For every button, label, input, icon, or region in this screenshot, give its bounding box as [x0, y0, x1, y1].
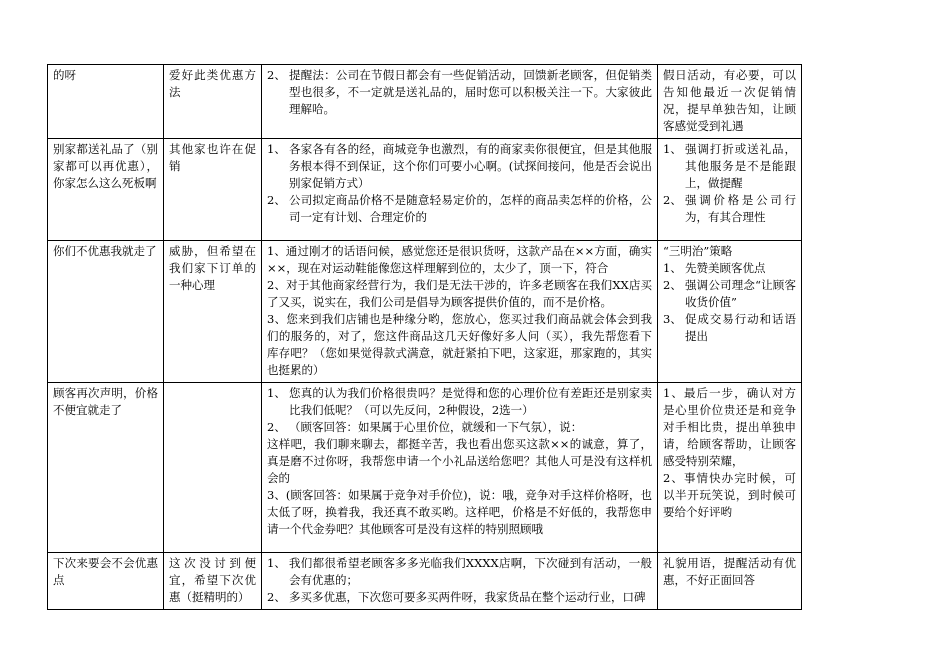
list-item-number: 1、	[267, 556, 286, 570]
list-item-text: 促成交易行动和话语提出	[685, 312, 796, 343]
list-item	[267, 555, 652, 589]
list-item-number: 2、	[267, 68, 286, 82]
cell-note	[658, 65, 802, 139]
list-item-number: 1、	[663, 261, 682, 275]
list-item-number: 2、	[663, 278, 682, 292]
list-item	[267, 419, 652, 436]
list-item-text: （顾客回答：如果属于心里价位，就缓和一下气氛），说：	[289, 420, 583, 434]
list-item-number: 3、	[663, 312, 682, 326]
list-item-number: 1、	[267, 142, 286, 156]
list-item-text: “三明治”策略	[663, 244, 733, 258]
list-item-text: 强调公司理念“让顾客收货价值”	[685, 278, 796, 309]
list-item-text: 您真的认为我们价格很贵吗？是觉得和您的心理价位有差距还是别家卖比我们低呢？（可以先反问，2种假设，2选一）	[289, 386, 652, 417]
sales-script-table	[47, 64, 802, 610]
list-item	[267, 141, 652, 192]
cell-response	[262, 65, 658, 139]
list-item	[267, 243, 652, 277]
table-row	[48, 65, 802, 139]
cell-scenario: 你们不优惠我就走了	[48, 241, 164, 383]
list-item	[267, 311, 652, 379]
list-item	[663, 311, 796, 345]
list-item-text: 这样吧，我们聊来聊去，都挺辛苦，我也看出您买这款××的诚意，算了，真是磨不过你呀，我帮您申请一个小礼品送给您吧？其他人可是没有这样机会的	[267, 437, 652, 485]
list-item-text: 3、您来到我们店铺也是种缘分哟，您放心，您买过我们商品就会体会到我们的服务的，对了，您这件商品这几天好像好多人问（买），我先帮您看下库存吧？（您如果觉得款式满意，就赶紧拍下吧，这家逛，那家跑的，其实也挺累的）	[267, 312, 652, 377]
list-item-text: 公司拟定商品价格不是随意轻易定价的，怎样的商品卖怎样的价格，公司一定有计划、合理定价的	[289, 193, 652, 224]
list-item-text: 2、对于其他商家经营行为，我们是无法干涉的，许多老顾客在我们XX店买了又买，说实在，我们公司是倡导为顾客提供价值的，而不是价格。	[267, 278, 652, 309]
list-item-number: 1、	[267, 386, 286, 400]
list-item	[267, 192, 652, 226]
list-item	[267, 277, 652, 311]
list-item	[267, 385, 652, 419]
list-item-text: 先赞美顾客优点	[685, 261, 766, 275]
list-item	[267, 436, 652, 487]
list-item	[663, 141, 796, 192]
list-item	[663, 277, 796, 311]
list-item-text: 强调价格是公司行为，有其合理性	[685, 193, 796, 224]
cell-note	[658, 383, 802, 553]
cell-psychology: 其他家也许在促销	[164, 139, 262, 241]
list-item	[663, 192, 796, 226]
cell-psychology: 威胁，但希望在我们家下订单的一种心理	[164, 241, 262, 383]
list-item	[267, 487, 652, 538]
cell-response	[262, 383, 658, 553]
table-row	[48, 383, 802, 553]
list-item-text: 3、(顾客回答：如果属于竞争对手价位)，说：哦，竞争对手这样价格呀，也太低了呀，换着我，我还真不敢买哟。这样吧，价格是不好低的，我帮您申请一个代金券吧？其他顾客可是没有这样的特别照顾哦	[267, 488, 652, 536]
list-item	[267, 67, 652, 118]
cell-psychology: 这次没讨到便宜，希望下次优惠（挺精明的）	[164, 553, 262, 610]
list-item-number: 2、	[267, 193, 286, 207]
cell-scenario: 的呀	[48, 65, 164, 139]
list-item-number: 2、	[663, 193, 682, 207]
list-item	[663, 243, 796, 260]
table-row	[48, 139, 802, 241]
list-item-number: 1、	[663, 142, 682, 156]
list-item-text: 各家各有各的经，商城竞争也激烈，有的商家卖你很便宜，但是其他服务根本得不到保证，这个你们可要小心啊。(试探间接问，他是否会说出别家促销方式）	[289, 142, 652, 190]
list-item-text: 假日活动，有必要，可以告知他最近一次促销情况，提早单独告知，让顾客感觉受到礼遇	[663, 68, 796, 133]
list-item-text: 礼貌用语，提醒活动有优惠，不好正面回答	[663, 556, 796, 587]
table-body	[48, 65, 802, 610]
list-item-number: 2、	[267, 420, 286, 434]
list-item	[267, 589, 652, 606]
list-item-text: 我们都很希望老顾客多多光临我们XXXX店啊，下次碰到有活动，一般会有优惠的；	[289, 556, 652, 587]
cell-psychology: 爱好此类优惠方法	[164, 65, 262, 139]
cell-response	[262, 139, 658, 241]
cell-note	[658, 553, 802, 610]
list-item	[663, 470, 796, 521]
list-item-number: 2、	[267, 590, 286, 604]
list-item	[663, 385, 796, 470]
table-row	[48, 241, 802, 383]
cell-scenario: 别家都送礼品了（别家都可以再优惠），你家怎么这么死板啊	[48, 139, 164, 241]
table-row	[48, 553, 802, 610]
list-item-text: 1、通过刚才的话语问候，感觉您还是很识货呀，这款产品在××方面，确实××，现在对运动鞋能像您这样理解到位的，太少了，顶一下，符合	[267, 244, 652, 275]
cell-scenario: 下次来要会不会优惠点	[48, 553, 164, 610]
cell-psychology	[164, 383, 262, 553]
list-item	[663, 260, 796, 277]
list-item-text: 强调打折或送礼品，其他服务是不是能跟上，做提醒	[685, 142, 796, 190]
cell-note	[658, 241, 802, 383]
cell-note	[658, 139, 802, 241]
list-item	[663, 67, 796, 135]
list-item	[663, 555, 796, 589]
cell-response	[262, 553, 658, 610]
cell-scenario: 顾客再次声明，价格不便宜就走了	[48, 383, 164, 553]
cell-response	[262, 241, 658, 383]
list-item-text: 2、事情快办完时候，可以半开玩笑说，到时候可要给个好评哟	[663, 471, 796, 519]
list-item-text: 多买多优惠，下次您可要多买两件呀，我家货品在整个运动行业，口碑	[289, 590, 646, 604]
list-item-text: 提醒法：公司在节假日都会有一些促销活动，回馈新老顾客，但促销类型也很多，不一定就是送礼品的，届时您可以积极关注一下。大家彼此理解哈。	[289, 68, 652, 116]
list-item-text: 1、最后一步，确认对方是心里价位贵还是和竞争对手相比贵，提出单独申请，给顾客帮助，让顾客感受特别荣耀，	[663, 386, 796, 468]
